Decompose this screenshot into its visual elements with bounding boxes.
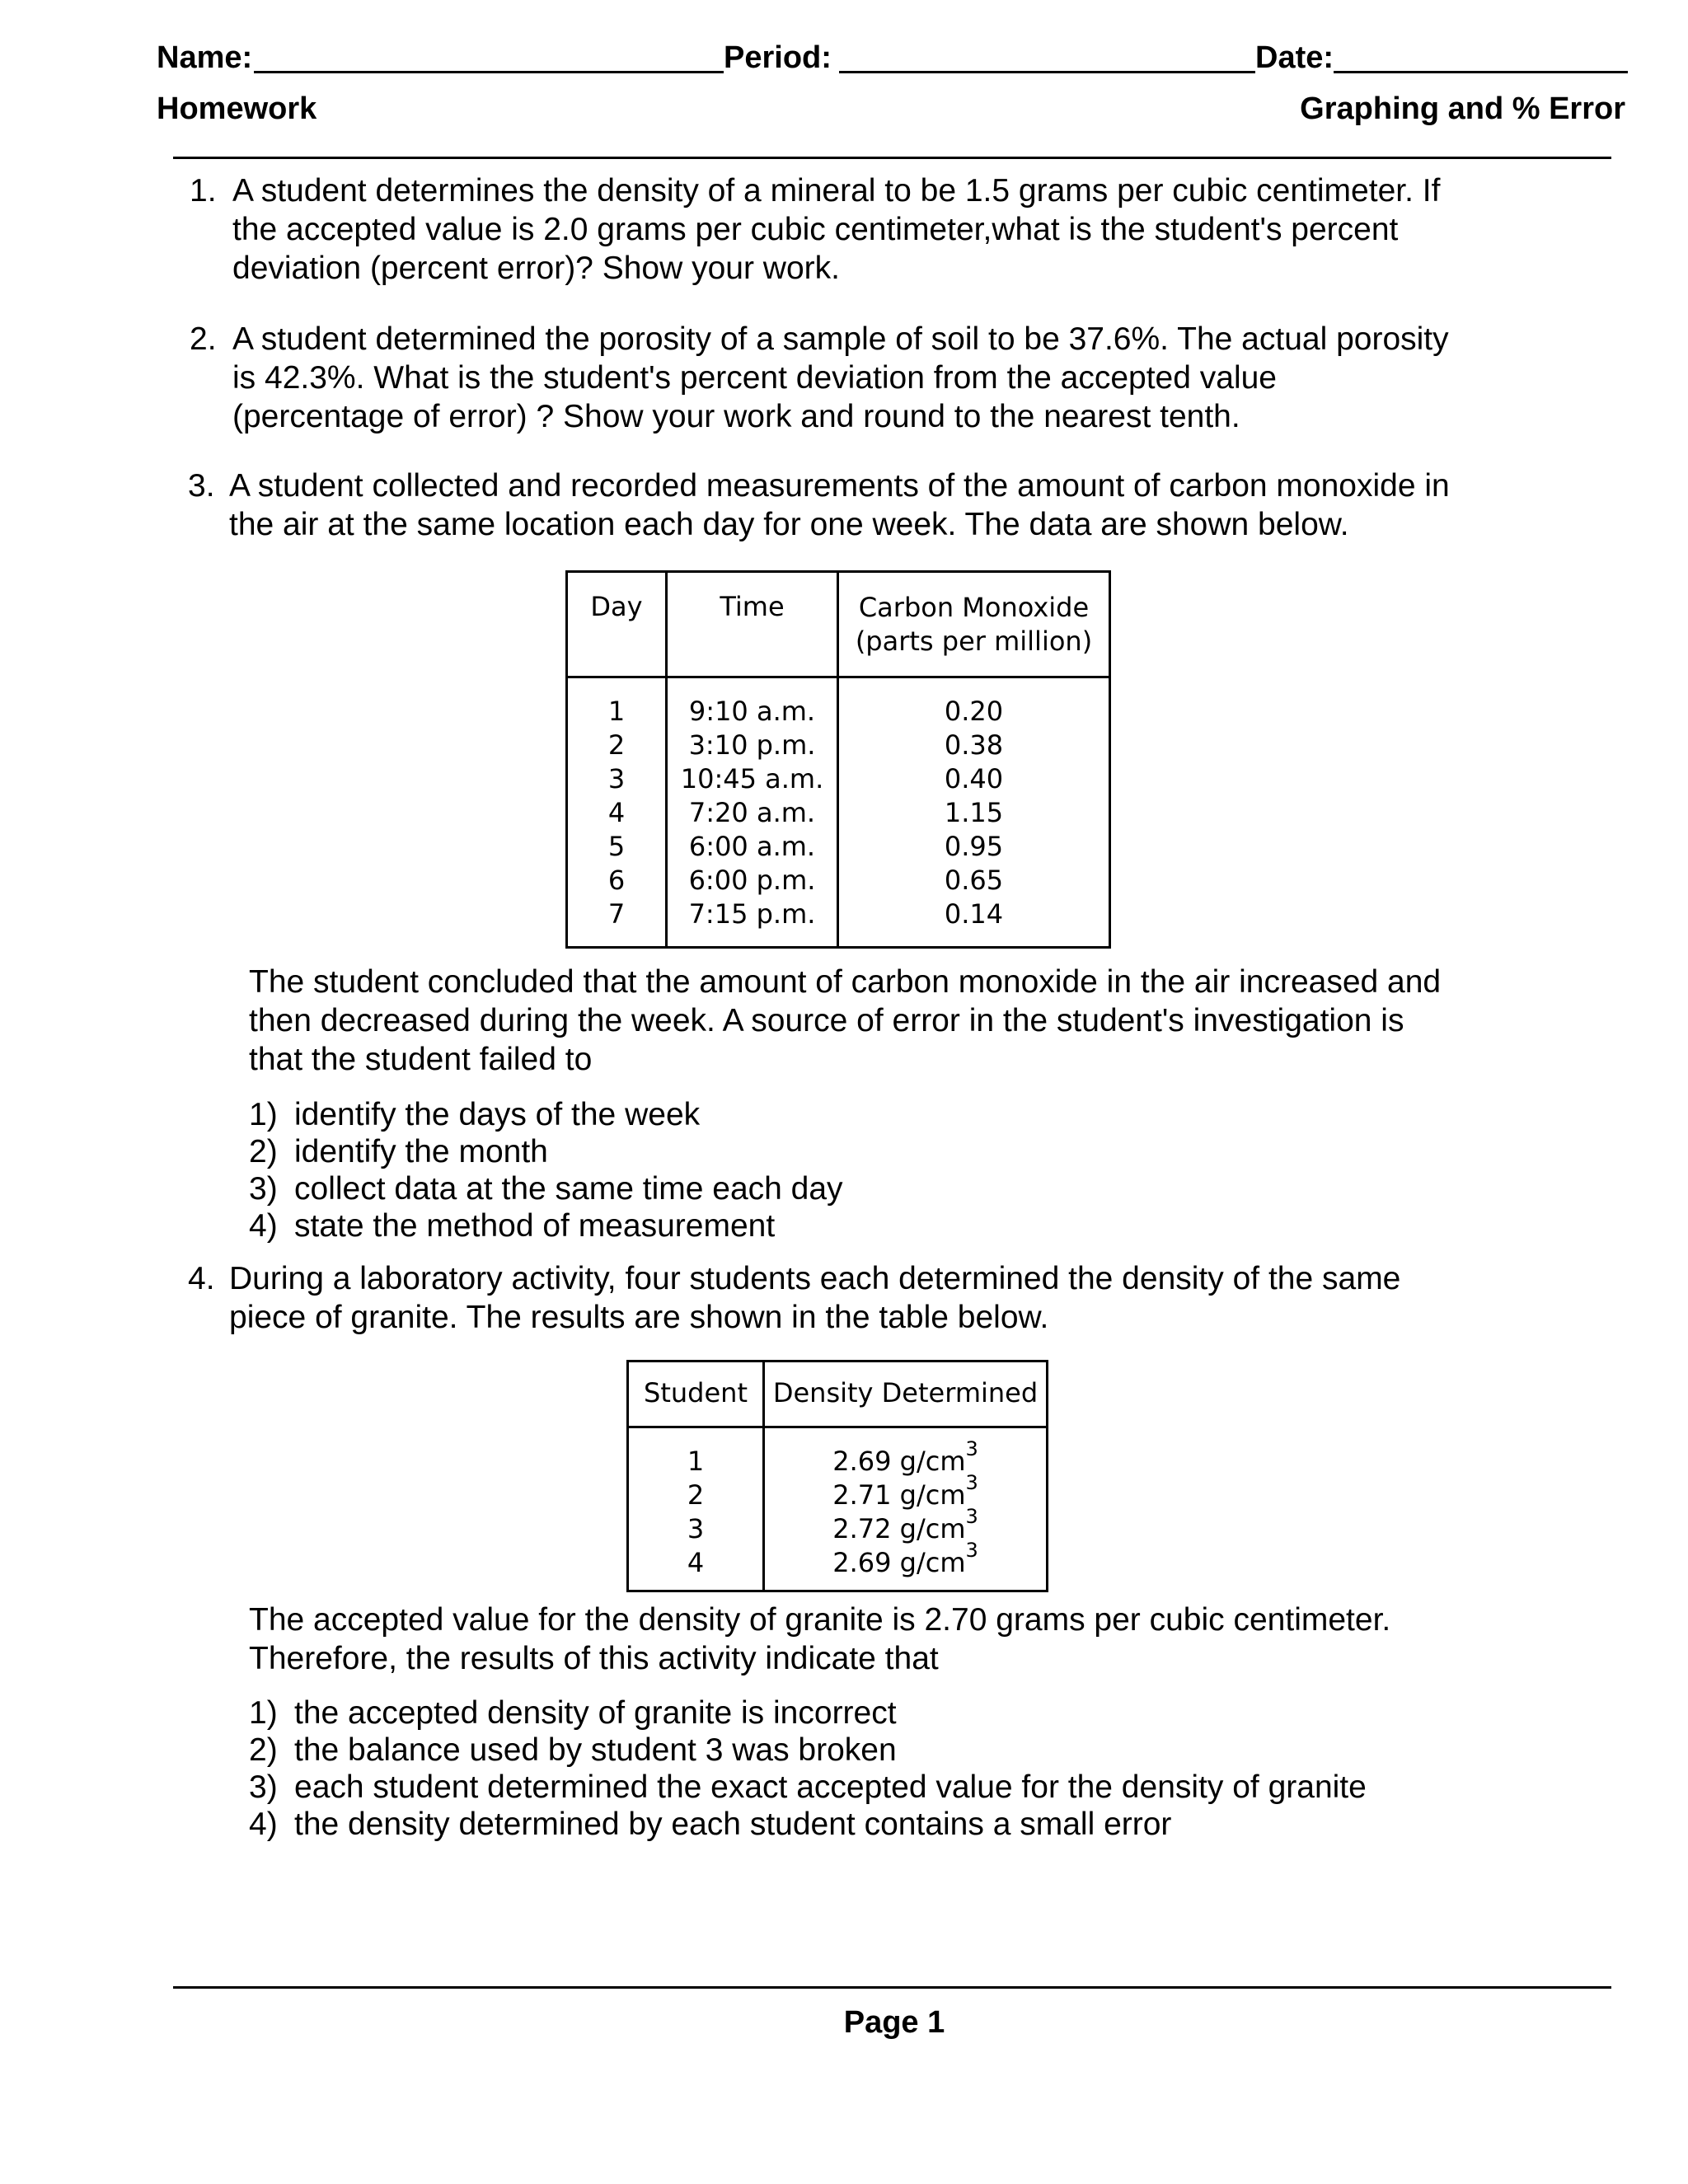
- table-cell: 7: [607, 898, 626, 930]
- header-divider: [173, 157, 1611, 159]
- answer-choice[interactable]: 4) the density determined by each student contains a small error: [249, 1807, 1172, 1842]
- table-cell: 5: [607, 831, 626, 862]
- time-column: [667, 677, 838, 948]
- table-cell: 3:10 p.m.: [688, 729, 816, 761]
- table-cell: 4: [607, 797, 626, 828]
- table-cell: 2.69 $g/cm^3$: [832, 1437, 978, 1477]
- question-2: [190, 320, 1508, 443]
- answer-choice[interactable]: 2) identify the month: [249, 1134, 548, 1169]
- answer-choice[interactable]: 3) collect data at the same time each day: [249, 1171, 843, 1207]
- table-cell: 3: [607, 763, 626, 794]
- table-cell: 6:00 p.m.: [688, 865, 816, 896]
- density-header: Density Determined: [764, 1361, 1048, 1427]
- table-cell: 3: [687, 1513, 705, 1544]
- question-4-followup: [249, 1601, 1535, 1683]
- footer-divider: [173, 1986, 1611, 1989]
- name-label: Name:: [157, 40, 253, 75]
- granite-density-table: [626, 1360, 1048, 1592]
- question-text: [232, 320, 1518, 436]
- question-3-choices: [249, 1096, 1238, 1244]
- question-line: A student determined the porosity of a sample of soil to be 37.6%. The actual porosity: [232, 321, 1449, 357]
- density-column: [764, 1427, 1048, 1591]
- question-1: [190, 171, 1508, 295]
- table-cell: 1: [687, 1446, 705, 1477]
- question-line: A student collected and recorded measurements of the amount of carbon monoxide in: [229, 468, 1450, 504]
- question-line: The student concluded that the amount of carbon monoxide in the air increased and: [249, 964, 1442, 1000]
- student-column: [628, 1427, 764, 1591]
- question-line: During a laboratory activity, four students each determined the density of the same: [229, 1261, 1401, 1296]
- day-header: Day: [567, 572, 667, 677]
- question-line: (percentage of error) ? Show your work and round to the nearest tenth.: [232, 399, 1240, 434]
- question-line: piece of granite. The results are shown in the table below.: [229, 1300, 1049, 1335]
- question-line: Therefore, the results of this activity indicate that: [249, 1641, 939, 1676]
- question-line: the air at the same location each day for one week. The data are shown below.: [229, 507, 1349, 542]
- ppm-column: [838, 677, 1110, 948]
- worksheet-topic: Graphing and % Error: [1300, 91, 1625, 126]
- date-label: Date:: [1255, 40, 1334, 75]
- answer-choice[interactable]: 3) each student determined the exact accepted value for the density of granite: [249, 1769, 1367, 1805]
- co-header: Carbon Monoxide (parts per million): [838, 572, 1110, 677]
- question-number: 3.: [188, 468, 215, 504]
- student-header: Student: [628, 1361, 764, 1427]
- table-cell: 0.14: [944, 898, 1004, 930]
- table-cell: 7:15 p.m.: [688, 898, 816, 930]
- table-cell: 10:45 a.m.: [680, 763, 824, 794]
- table-cell: 6:00 a.m.: [688, 831, 816, 862]
- table-cell: 0.20: [944, 696, 1004, 727]
- question-number: 1.: [190, 173, 217, 209]
- question-number: 2.: [190, 321, 217, 357]
- table-cell: 6: [607, 865, 626, 896]
- table-cell: 0.38: [944, 729, 1004, 761]
- question-line: then decreased during the week. A source of error in the student's investigation is: [249, 1003, 1404, 1038]
- table-cell: 0.95: [944, 831, 1004, 862]
- question-text: [229, 1259, 1515, 1337]
- table-cell: 4: [687, 1547, 705, 1578]
- table-cell: 1.15: [944, 797, 1004, 828]
- table-cell: 7:20 a.m.: [688, 797, 816, 828]
- period-blank[interactable]: [839, 71, 1255, 73]
- table-cell: 2.72 $g/cm^3$: [832, 1505, 978, 1544]
- period-label: Period:: [724, 40, 832, 75]
- answer-choice[interactable]: 4) state the method of measurement: [249, 1208, 776, 1244]
- day-column: [567, 677, 667, 948]
- table-cell: 2.69 $g/cm^3$: [832, 1539, 978, 1578]
- question-line: that the student failed to: [249, 1042, 593, 1077]
- question-4-choices: [249, 1694, 1485, 1843]
- question-line: the accepted value is 2.0 grams per cubic centimeter,what is the student's percent: [232, 212, 1399, 247]
- question-line: deviation (percent error)? Show your work.: [232, 251, 840, 286]
- question-line: is 42.3%. What is the student's percent deviation from the accepted value: [232, 360, 1277, 396]
- question-3: [188, 466, 1507, 549]
- table-cell: 1: [607, 696, 626, 727]
- answer-choice[interactable]: 1) the accepted density of granite is incorrect: [249, 1695, 897, 1731]
- answer-choice[interactable]: 2) the balance used by student 3 was broken: [249, 1732, 897, 1768]
- carbon-monoxide-table: [565, 570, 1111, 949]
- name-blank[interactable]: [254, 71, 724, 73]
- table-cell: 9:10 a.m.: [688, 696, 816, 727]
- page-number: Page 1: [843, 2005, 945, 2040]
- table-cell: 2: [687, 1479, 705, 1511]
- question-4: [188, 1259, 1507, 1342]
- question-text: [232, 171, 1518, 288]
- table-cell: 2.71 $g/cm^3$: [832, 1471, 978, 1511]
- question-line: The accepted value for the density of granite is 2.70 grams per cubic centimeter.: [249, 1602, 1391, 1638]
- question-line: A student determines the density of a mineral to be 1.5 grams per cubic centimeter. If: [232, 173, 1441, 209]
- time-header: Time: [667, 572, 838, 677]
- answer-choice[interactable]: 1) identify the days of the week: [249, 1097, 701, 1132]
- table-cell: 0.65: [944, 865, 1004, 896]
- question-number: 4.: [188, 1261, 215, 1296]
- question-3-followup: [249, 963, 1535, 1086]
- date-blank[interactable]: [1334, 71, 1628, 73]
- homework-title: Homework: [157, 91, 317, 126]
- table-cell: 0.40: [944, 763, 1004, 794]
- question-text: [229, 466, 1515, 544]
- table-cell: 2: [607, 729, 626, 761]
